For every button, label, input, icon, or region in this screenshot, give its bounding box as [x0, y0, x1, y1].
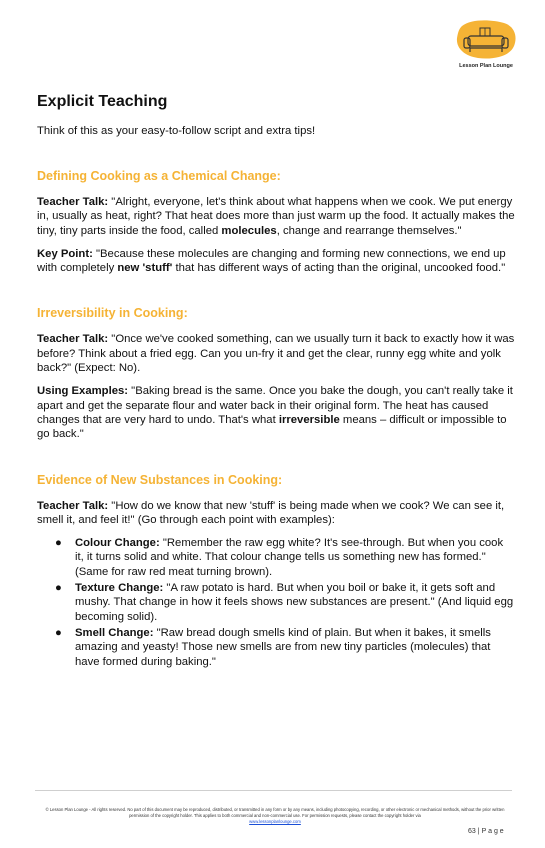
paragraph-label: Teacher Talk:: [37, 196, 109, 208]
lesson-plan-lounge-logo: [451, 20, 521, 76]
website-link[interactable]: www.lessonplanlounge.com: [249, 819, 301, 824]
footer-divider: [35, 790, 512, 791]
list-item: [55, 581, 515, 624]
list-item-label: Texture Change:: [75, 582, 164, 595]
page-number-value: 63: [468, 828, 476, 835]
paragraph-text: "How do we know that new 'stuff' is being made when we cook? We can see it, smell it, and feel it!" (Go through each point with examples):: [37, 499, 505, 526]
list-item: [55, 626, 515, 669]
list-item-label: Smell Change:: [75, 626, 154, 639]
page-title: Explicit Teaching: [37, 93, 168, 110]
list-item-text: "Raw bread dough smells kind of plain. But when it bakes, it smells amazing and yeasty! Those new smells are from new tiny particles (molecules) that have formed during baking.": [75, 626, 491, 668]
bullet-icon: ●: [55, 582, 62, 595]
paragraph-teacher-talk: [37, 332, 515, 375]
paragraph-label: Teacher Talk:: [37, 499, 109, 512]
paragraph-teacher-talk: [37, 499, 515, 528]
paragraph-label: Key Point:: [37, 247, 93, 260]
paragraph-label: Using Examples:: [37, 385, 129, 398]
bullet-icon: ●: [55, 626, 62, 639]
evidence-list: [37, 536, 515, 669]
list-item-text: "Remember the raw egg white? It's see-through. But when you cook it, it turns solid and white. That colour change tells us something new has formed." (Same for raw red meat turning brown).: [75, 537, 504, 578]
page-number: [468, 828, 504, 835]
section-heading: Irreversibility in Cooking:: [37, 306, 188, 321]
section-irreversibility: [37, 305, 515, 441]
section-chemical-change: [37, 168, 515, 275]
list-item: [55, 536, 515, 579]
logo-text: Lesson Plan Lounge: [459, 63, 513, 69]
bullet-icon: ●: [55, 537, 62, 550]
copyright-text: © Lesson Plan Lounge - All rights reserved. No part of this document may be reproduced, distributed, or transmitted in any form or by any means, including photocopying, recording, or other electronic or mechanical methods, without the prior written permission of the copyright holder. This applies to both commercial and non-commercial use. For permission requests, please contact the copyright holder via: [45, 807, 505, 818]
paragraph-label: Teacher Talk:: [37, 333, 109, 346]
paragraph-text: "Once we've cooked something, can we usually turn it back to exactly how it was before? Think about a fried egg. Can you un-fry it and get the clear, runny egg white and yolk back?" (Expect: No).: [37, 333, 515, 375]
sofa-logo-icon: [454, 20, 518, 60]
paragraph-text: "Because these molecules are changing and forming new connections, we end up with completely: [37, 247, 506, 275]
paragraph-text: that has different ways of acting than the original, uncooked food.": [172, 262, 506, 275]
paragraph-text: "Alright, everyone, let's think about what happens when we cook. We put energy in, usually as heat, right? That heat does more than just warm up the food. It actually makes the tiny, tiny parts inside the food, called: [37, 196, 515, 237]
list-item-label: Colour Change:: [75, 537, 160, 550]
emphasis-text: molecules: [221, 224, 277, 237]
paragraph-text: , change and rearrange themselves.": [276, 224, 462, 237]
intro-text: Think of this as your easy-to-follow script and extra tips!: [37, 125, 316, 137]
copyright-notice: [40, 807, 510, 825]
section-evidence-new-substances: [37, 472, 515, 669]
emphasis-text: new 'stuff': [117, 262, 173, 275]
main-content: [37, 92, 515, 671]
page-word: P a g e: [481, 828, 504, 835]
paragraph-using-examples: [37, 384, 515, 441]
page-separator: |: [477, 828, 480, 835]
section-heading: Defining Cooking as a Chemical Change:: [37, 169, 281, 183]
section-heading: Evidence of New Substances in Cooking:: [37, 472, 283, 487]
paragraph-text: "Baking bread is the same. Once you bake the dough, you can't really take it apart and get the separate flour and water back in their original form. The heat has caused changes that are very hard to undo. That's what: [37, 385, 513, 426]
emphasis-text: irreversible: [278, 413, 340, 426]
paragraph-teacher-talk: [37, 195, 515, 238]
paragraph-key-point: [37, 247, 515, 276]
list-item-text: "A raw potato is hard. But when you boil or bake it, it gets soft and mushy. That change in how it feels shows new substances are present." (And liquid egg becoming solid).: [75, 582, 514, 623]
paragraph-text: means – difficult or impossible to go back.": [37, 413, 507, 441]
